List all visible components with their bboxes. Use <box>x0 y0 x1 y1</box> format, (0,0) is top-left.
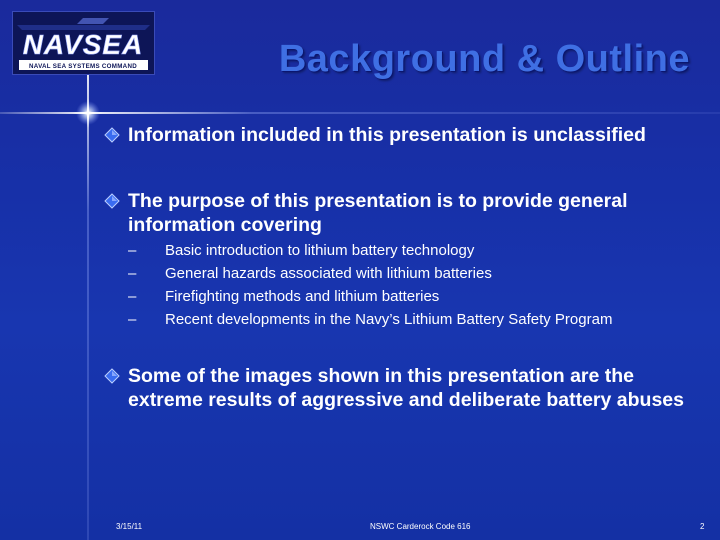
logo-subtitle: NAVAL SEA SYSTEMS COMMAND <box>29 63 137 70</box>
bullet-text: The purpose of this presentation is to provide general information covering <box>128 190 628 236</box>
horizontal-guide-line <box>0 112 720 114</box>
bullet-text: Some of the images shown in this presentation are the extreme results of aggressive and deliberate battery abuses <box>128 365 684 411</box>
sub-bullet-text: Basic introduction to lithium battery technology <box>165 242 475 259</box>
slide-title: Background & Outline <box>278 38 690 80</box>
dash-marker: – <box>128 242 137 259</box>
sub-bullet-text: Recent developments in the Navy’s Lithium Battery Safety Program <box>165 311 613 328</box>
footer-date: 3/15/11 <box>116 522 143 531</box>
sparkle-star-icon <box>72 97 104 129</box>
diamond-bullet-icon <box>104 127 120 143</box>
sub-bullet-text: General hazards associated with lithium batteries <box>165 265 492 282</box>
sub-bullet-item <box>128 264 648 283</box>
diamond-bullet-icon <box>104 368 120 384</box>
sub-bullet-item <box>128 310 648 329</box>
bullet-item <box>104 123 684 147</box>
logo-wordmark: NAVSEA <box>22 29 144 60</box>
navsea-logo <box>12 11 155 75</box>
dash-marker: – <box>128 288 137 305</box>
page-number: 2 <box>700 522 705 531</box>
bullet-item <box>104 189 684 237</box>
sub-bullet-list <box>128 241 648 329</box>
vertical-guide-line <box>87 70 89 540</box>
diamond-bullet-icon <box>104 193 120 209</box>
sub-bullet-text: Firefighting methods and lithium batteries <box>165 288 440 305</box>
dash-marker: – <box>128 311 137 328</box>
bullet-item <box>104 364 684 412</box>
footer-organization: NSWC Carderock Code 616 <box>370 522 471 531</box>
sub-bullet-item <box>128 287 648 306</box>
bullet-text: Information included in this presentation is unclassified <box>128 124 646 146</box>
sub-bullet-item <box>128 241 648 260</box>
navsea-logo-graphic <box>13 12 154 74</box>
dash-marker: – <box>128 265 137 282</box>
